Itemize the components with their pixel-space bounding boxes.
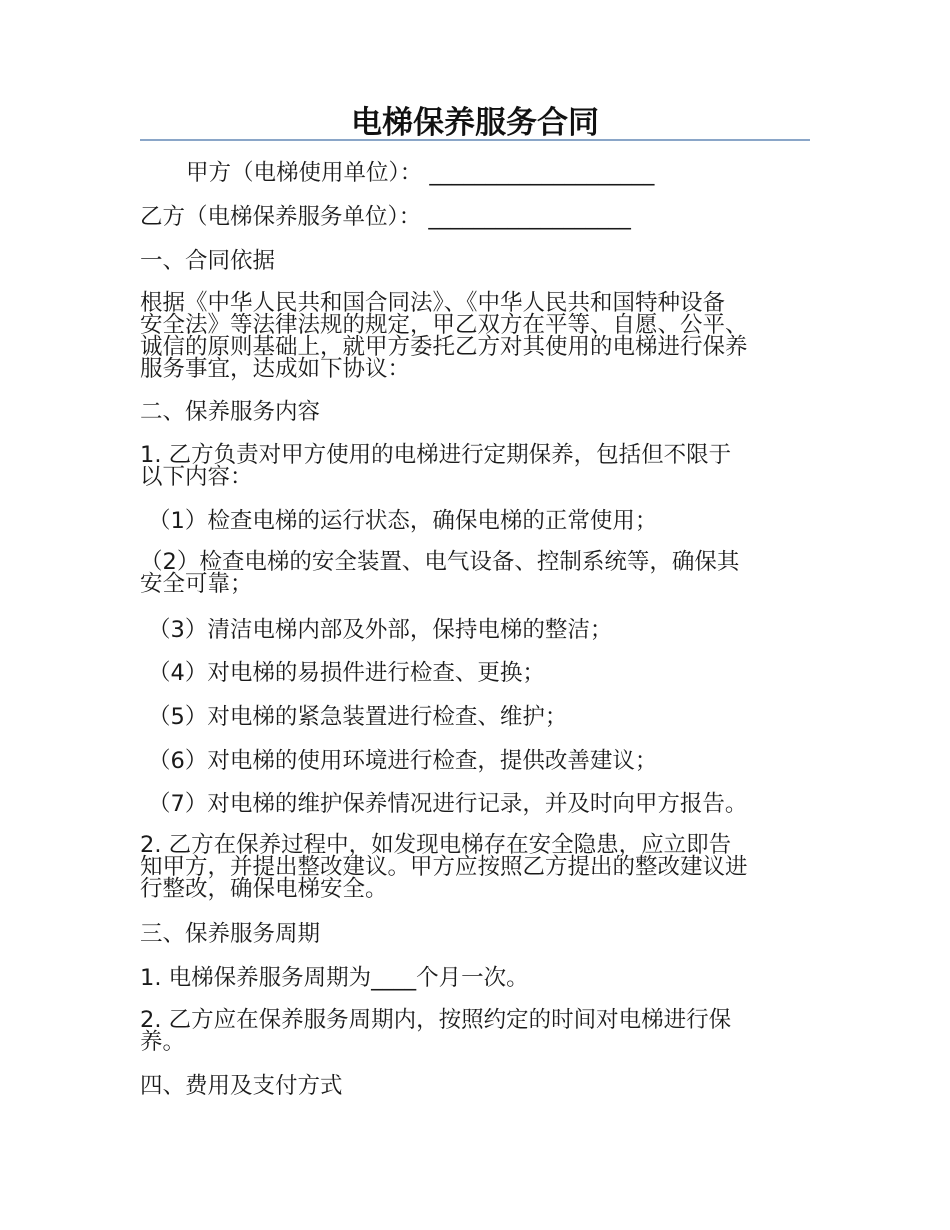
text-line: （2）检查电梯的安全装置、电气设备、控制系统等，确保其 — [140, 549, 740, 575]
section-2-sub-2 — [140, 551, 812, 595]
party-b-line: 乙方（电梯保养服务单位）： __________________ — [140, 204, 631, 230]
section-2-sub-1: （1）检查电梯的运行状态，确保电梯的正常使用； — [148, 508, 658, 534]
text-line: 1. 乙方负责对甲方使用的电梯进行定期保养，包括但不限于 — [140, 442, 732, 468]
section-2-item-2 — [140, 834, 812, 900]
section-2-sub-5: （5）对电梯的紧急装置进行检查、维护； — [148, 704, 568, 730]
section-2-item-1 — [140, 444, 812, 488]
section-2-heading: 二、保养服务内容 — [140, 399, 321, 425]
text-line: 服务事宜，达成如下协议： — [140, 356, 411, 382]
text-line: 以下内容： — [140, 464, 253, 490]
section-2-sub-6: （6）对电梯的使用环境进行检查，提供改善建议； — [148, 748, 658, 774]
text-line: 根据《中华人民共和国合同法》、《中华人民共和国特种设备 — [140, 290, 726, 316]
section-3-item-1: 1. 电梯保养服务周期为____个月一次。 — [140, 965, 529, 991]
title-underline — [140, 139, 810, 141]
section-1-heading: 一、合同依据 — [140, 248, 276, 274]
section-2-sub-4: （4）对电梯的易损件进行检查、更换； — [148, 660, 545, 686]
document-title: 电梯保养服务合同 — [351, 105, 599, 141]
section-1-paragraph — [140, 292, 812, 380]
text-line: 安全可靠； — [140, 571, 253, 597]
section-3-item-2 — [140, 1009, 812, 1053]
section-2-sub-3: （3）清洁电梯内部及外部，保持电梯的整洁； — [148, 617, 613, 643]
section-3-heading: 三、保养服务周期 — [140, 921, 321, 947]
text-line: 知甲方，并提出整改建议。甲方应按照乙方提出的整改建议进 — [140, 854, 748, 880]
text-line: 2. 乙方在保养过程中，如发现电梯存在安全隐患，应立即告 — [140, 832, 732, 858]
section-4-heading: 四、费用及支付方式 — [140, 1073, 343, 1099]
text-line: 安全法》等法律法规的规定，甲乙双方在平等、自愿、公平、 — [140, 312, 748, 338]
text-line: 2. 乙方应在保养服务周期内，按照约定的时间对电梯进行保 — [140, 1007, 732, 1033]
text-line: 养。 — [140, 1029, 186, 1055]
section-2-sub-7: （7）对电梯的维护保养情况进行记录，并及时向甲方报告。 — [148, 791, 748, 817]
text-line: 诚信的原则基础上，就甲方委托乙方对其使用的电梯进行保养 — [140, 334, 748, 360]
text-line: 行整改，确保电梯安全。 — [140, 876, 388, 902]
party-a-line: 甲方（电梯使用单位）： ____________________ — [186, 160, 655, 186]
